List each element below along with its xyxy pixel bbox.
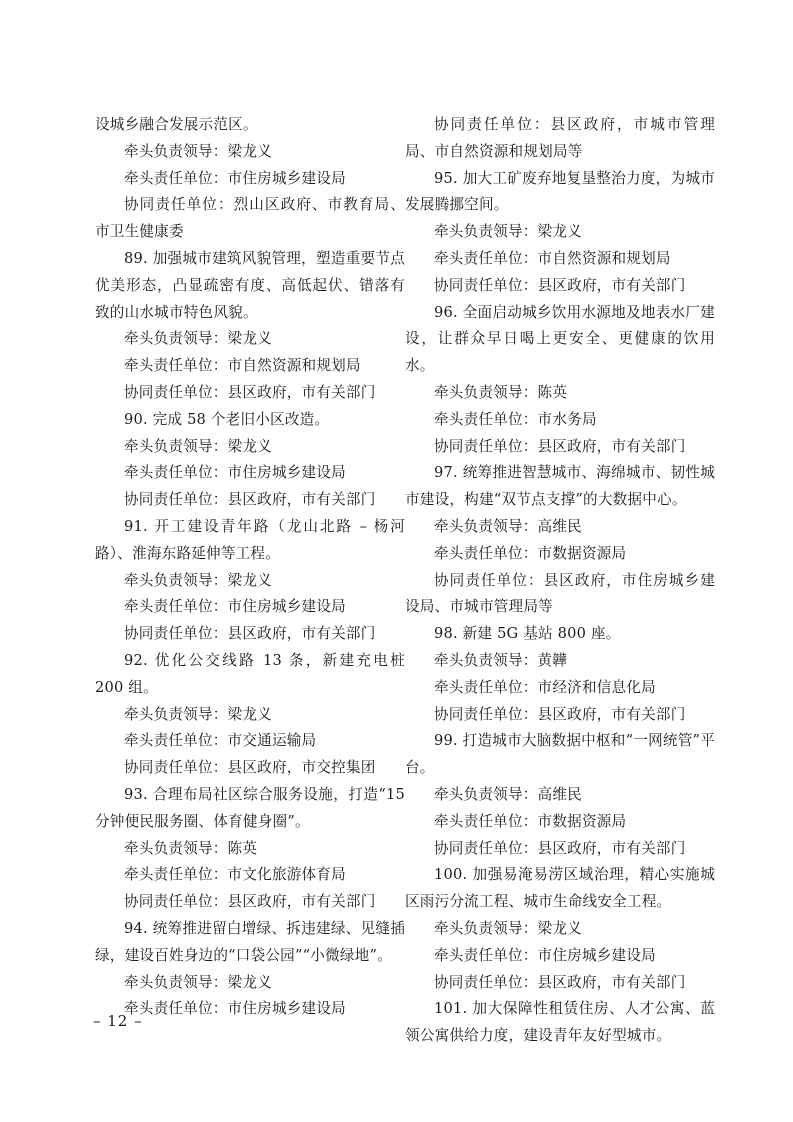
left-text-column — [95, 112, 405, 1023]
paragraph: 牵头负责领导：梁龙义 — [124, 705, 272, 723]
paragraph: 协同责任单位：县区政府，市有关部门 — [434, 437, 686, 455]
paragraph: 协同责任单位：县区政府，市有关部门 — [124, 491, 376, 509]
paragraph: 98. 新建 5G 基站 800 座。 — [434, 625, 621, 643]
paragraph: 协同责任单位：县区政府，市有关部门 — [434, 705, 686, 723]
paragraph: 牵头责任单位：市数据资源局 — [434, 544, 627, 562]
paragraph: 101. 加大保障性租赁住房、人才公寓、蓝领公寓供给力度，建设青年友好型城市。 — [405, 1000, 715, 1045]
paragraph: 牵头责任单位：市住房城乡建设局 — [124, 464, 346, 482]
paragraph: 牵头负责领导：梁龙义 — [124, 973, 272, 991]
page-number: – 12 – — [93, 1012, 143, 1030]
paragraph: 设城乡融合发展示范区。 — [95, 116, 258, 133]
paragraph: 协同责任单位：县区政府，市有关部门 — [124, 893, 376, 911]
paragraph: 牵头负责领导：梁龙义 — [124, 571, 272, 589]
right-text-column — [405, 112, 715, 1050]
paragraph: 牵头责任单位：市文化旅游体育局 — [124, 866, 346, 884]
paragraph: 牵头责任单位：市交通运输局 — [124, 732, 317, 750]
paragraph: 92. 优化公交线路 13 条，新建充电桩 200 组。 — [95, 651, 405, 696]
paragraph: 99. 打造城市大脑数据中枢和“一网统管”平台。 — [405, 732, 715, 777]
paragraph: 协同责任单位：县区政府，市城市管理局、市自然资源和规划局等 — [405, 116, 715, 160]
paragraph: 协同责任单位：县区政府，市交控集团 — [124, 759, 376, 777]
paragraph: 牵头负责领导：陈英 — [124, 839, 258, 857]
paragraph: 94. 统筹推进留白增绿、拆违建绿、见缝插绿，建设百姓身边的“口袋公园”“小微绿地”。 — [95, 919, 405, 964]
paragraph: 协同责任单位：县区政府，市有关部门 — [434, 839, 686, 857]
paragraph: 牵头负责领导：高维民 — [434, 785, 582, 803]
paragraph: 牵头负责领导：梁龙义 — [434, 919, 582, 937]
paragraph: 牵头责任单位：市经济和信息化局 — [434, 678, 656, 696]
paragraph: 96. 全面启动城乡饮用水源地及地表水厂建设，让群众早日喝上更安全、更健康的饮用水。 — [405, 303, 715, 375]
paragraph: 93. 合理布局社区综合服务设施，打造“15 分钟便民服务圈、体育健身圈”。 — [95, 785, 405, 830]
paragraph: 牵头责任单位：市水务局 — [434, 410, 597, 428]
paragraph: 89. 加强城市建筑风貌管理，塑造重要节点优美形态，凸显疏密有度、高低起伏、错落有致的山水城市特色风貌。 — [95, 249, 405, 321]
paragraph: 95. 加大工矿废弃地复垦整治力度，为城市发展腾挪空间。 — [405, 169, 715, 214]
paragraph: 牵头负责领导：梁龙义 — [434, 223, 582, 241]
paragraph: 100. 加强易淹易涝区域治理，精心实施城区雨污分流工程、城市生命线安全工程。 — [405, 866, 715, 911]
paragraph: 牵头责任单位：市自然资源和规划局 — [434, 249, 671, 267]
paragraph: 牵头责任单位：市住房城乡建设局 — [124, 598, 346, 616]
paragraph: 97. 统筹推进智慧城市、海绵城市、韧性城市建设，构建“双节点支撑”的大数据中心。 — [405, 464, 715, 509]
paragraph: 牵头责任单位：市数据资源局 — [434, 812, 627, 830]
paragraph: 90. 完成 58 个老旧小区改造。 — [124, 410, 330, 428]
paragraph: 牵头负责领导：梁龙义 — [124, 142, 272, 160]
paragraph: 牵头责任单位：市住房城乡建设局 — [434, 946, 656, 964]
paragraph: 牵头负责领导：梁龙义 — [124, 330, 272, 348]
paragraph: 牵头责任单位：市住房城乡建设局 — [124, 169, 346, 187]
paragraph: 协同责任单位：县区政府，市有关部门 — [434, 973, 686, 991]
paragraph: 牵头负责领导：梁龙义 — [124, 437, 272, 455]
paragraph: 91. 开工建设青年路（龙山北路 – 杨河路）、淮海东路延伸等工程。 — [95, 517, 405, 562]
paragraph: 牵头负责领导：高维民 — [434, 517, 582, 535]
paragraph: 牵头负责领导：黄韡 — [434, 651, 568, 669]
paragraph: 牵头责任单位：市住房城乡建设局 — [124, 1000, 346, 1018]
paragraph: 协同责任单位：县区政府，市住房城乡建设局、市城市管理局等 — [405, 571, 715, 616]
paragraph: 牵头责任单位：市自然资源和规划局 — [124, 357, 361, 375]
paragraph: 协同责任单位：县区政府，市有关部门 — [124, 383, 376, 401]
paragraph: 协同责任单位：烈山区政府、市教育局、市卫生健康委 — [95, 196, 405, 241]
paragraph: 牵头负责领导：陈英 — [434, 383, 568, 401]
paragraph: 协同责任单位：县区政府，市有关部门 — [434, 276, 686, 294]
paragraph: 协同责任单位：县区政府，市有关部门 — [124, 625, 376, 643]
